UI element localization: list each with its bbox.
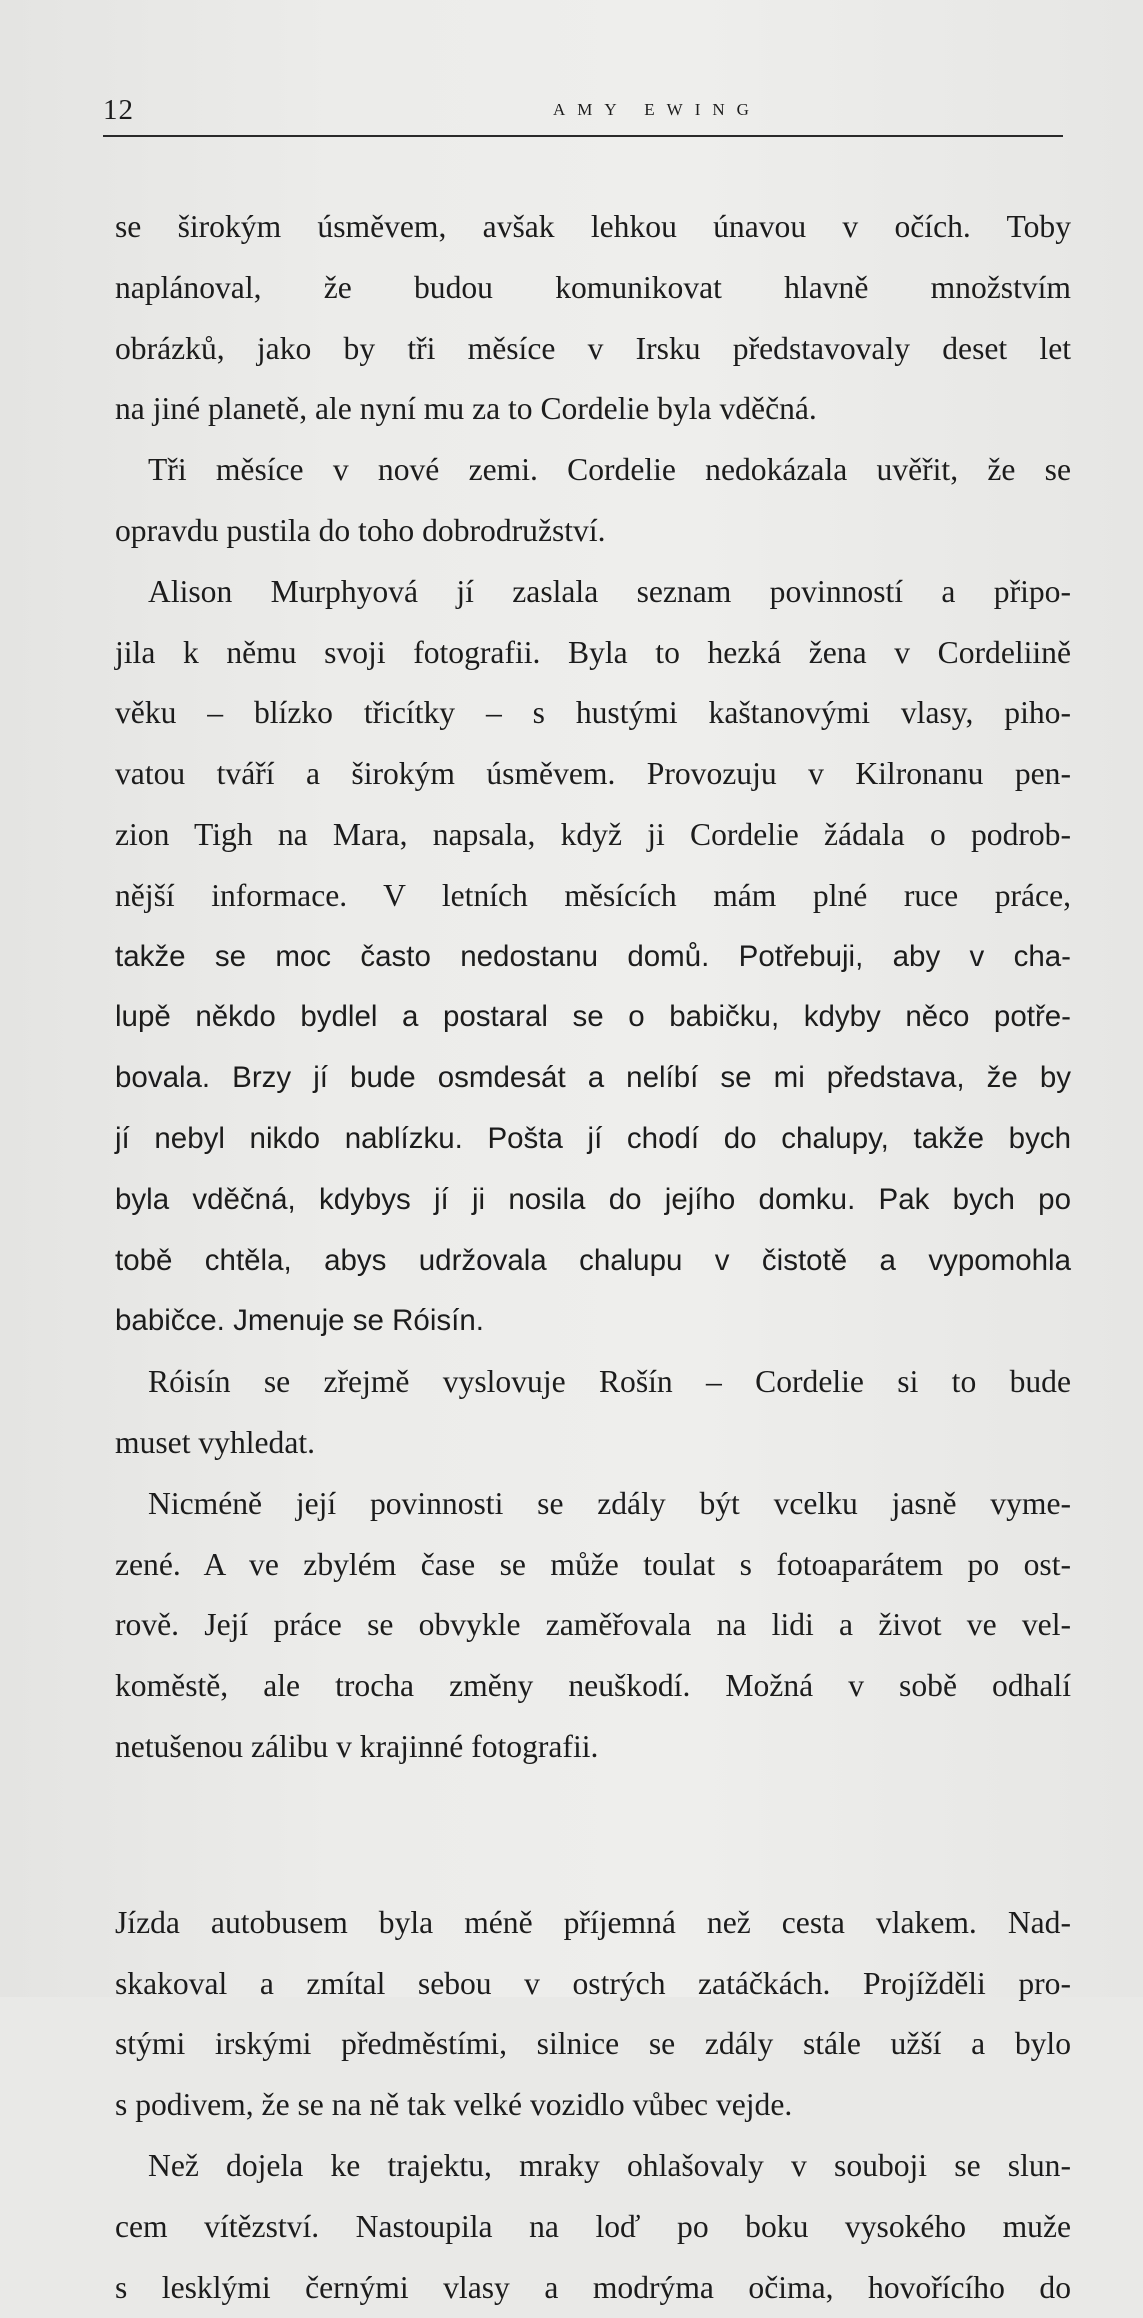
text-line: vatou tváří a širokým úsměvem. Provozuju v Kilronanu pen- xyxy=(115,744,1071,805)
text-line: nější informace. V letních měsících mám plné ruce práce, xyxy=(115,866,1071,927)
header-rule xyxy=(103,135,1063,137)
text-line: Nicméně její povinnosti se zdály být vcelku jasně vyme- xyxy=(115,1474,1071,1535)
section-1 xyxy=(115,197,1071,1778)
text-line: opravdu pustila do toho dobrodružství. xyxy=(115,501,1071,562)
text-line: obrázků, jako by tři měsíce v Irsku představovaly deset let xyxy=(115,319,1071,380)
text-line: lupě někdo bydlel a postaral se o babičku, kdyby něco potře- xyxy=(115,987,1071,1048)
text-line: jila k němu svoji fotografii. Byla to hezká žena v Cordeliině xyxy=(115,623,1071,684)
text-line: na jiné planetě, ale nyní mu za to Cordelie byla vděčná. xyxy=(115,379,1071,440)
running-head: AMY EWING xyxy=(553,100,761,120)
text-line: muset vyhledat. xyxy=(115,1413,1071,1474)
text-line: skakoval a zmítal sebou v ostrých zatáčkách. Projížděli pro- xyxy=(115,1954,1071,2015)
text-line: s lesklými černými vlasy a modrýma očima, hovořícího do xyxy=(115,2258,1071,2318)
text-line: bovala. Brzy jí bude osmdesát a nelíbí se mi představa, že by xyxy=(115,1048,1071,1109)
text-line: Jízda autobusem byla méně příjemná než cesta vlakem. Nad- xyxy=(115,1893,1071,1954)
text-line: zion Tigh na Mara, napsala, když ji Cordelie žádala o podrob- xyxy=(115,805,1071,866)
text-line: naplánoval, že budou komunikovat hlavně množstvím xyxy=(115,258,1071,319)
text-line: koměstě, ale trocha změny neuškodí. Možná v sobě odhalí xyxy=(115,1656,1071,1717)
text-line: stými irskými předměstími, silnice se zdály stále užší a bylo xyxy=(115,2014,1071,2075)
text-line: babičce. Jmenuje se Róisín. xyxy=(115,1291,1071,1352)
text-line: rově. Její práce se obvykle zaměřovala na lidi a život ve vel- xyxy=(115,1595,1071,1656)
section-break xyxy=(115,1778,1071,1893)
page-number: 12 xyxy=(103,94,134,127)
text-line: byla vděčná, kdybys jí ji nosila do jejího domku. Pak bych po xyxy=(115,1170,1071,1231)
text-line: Než dojela ke trajektu, mraky ohlašovaly v souboji se slun- xyxy=(115,2136,1071,2197)
text-line: jí nebyl nikdo nablízku. Pošta jí chodí do chalupy, takže bych xyxy=(115,1109,1071,1170)
text-line: cem vítězství. Nastoupila na loď po boku vysokého muže xyxy=(115,2197,1071,2258)
section-2 xyxy=(115,1893,1071,2318)
text-line: zené. A ve zbylém čase se může toulat s fotoaparátem po ost- xyxy=(115,1535,1071,1596)
text-line: Róisín se zřejmě vyslovuje Rošín – Cordelie si to bude xyxy=(115,1352,1071,1413)
body-text xyxy=(115,197,1071,2318)
text-line: věku – blízko třicítky – s hustými kaštanovými vlasy, piho- xyxy=(115,683,1071,744)
text-line: Alison Murphyová jí zaslala seznam povinností a připo- xyxy=(115,562,1071,623)
text-line: tobě chtěla, abys udržovala chalupu v čistotě a vypomohla xyxy=(115,1231,1071,1292)
text-line: takže se moc často nedostanu domů. Potřebuji, aby v cha- xyxy=(115,927,1071,988)
page-header xyxy=(103,90,1063,130)
text-line: netušenou zálibu v krajinné fotografii. xyxy=(115,1717,1071,1778)
text-line: se širokým úsměvem, avšak lehkou únavou v očích. Toby xyxy=(115,197,1071,258)
text-line: s podivem, že se na ně tak velké vozidlo vůbec vejde. xyxy=(115,2075,1071,2136)
text-line: Tři měsíce v nové zemi. Cordelie nedokázala uvěřit, že se xyxy=(115,440,1071,501)
